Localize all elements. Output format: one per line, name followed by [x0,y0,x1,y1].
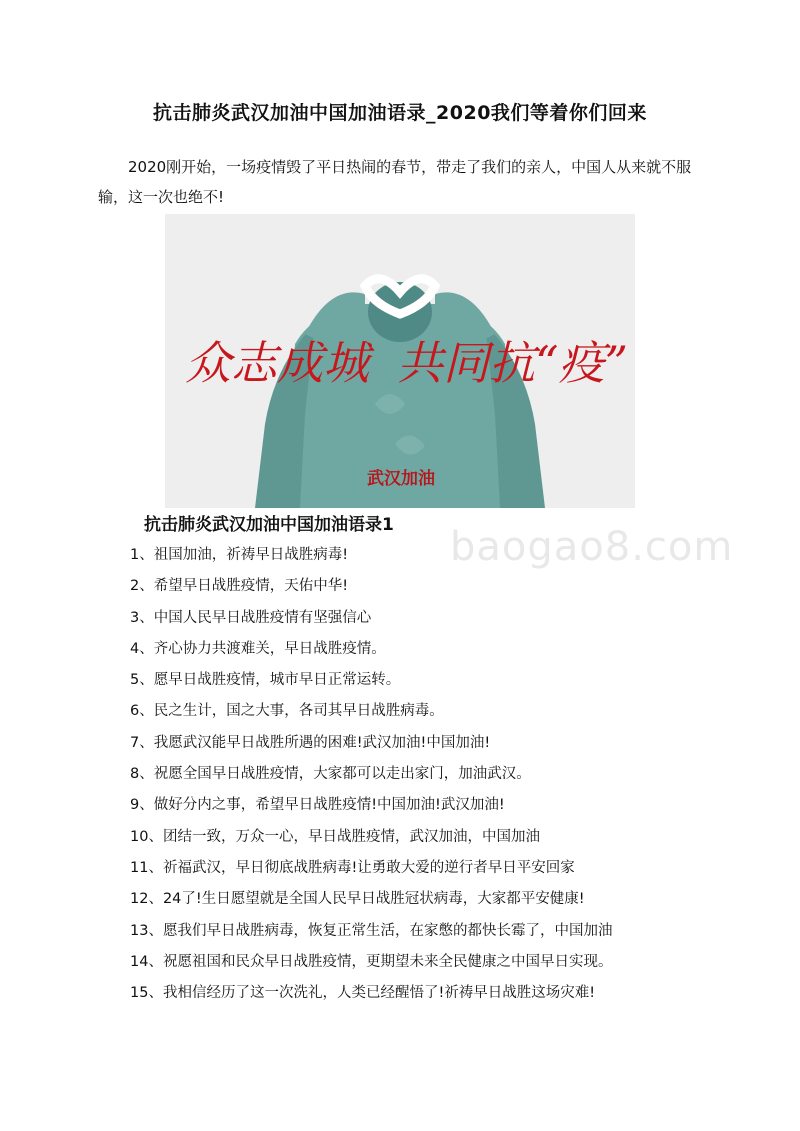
page-title: 抗击肺炎武汉加油中国加油语录_2020我们等着你们回来 [153,102,647,124]
medic-illustration [165,214,635,508]
list-item: 7、我愿武汉能早日战胜所遇的困难!武汉加油!中国加油! [130,734,491,751]
intro-paragraph: 2020刚开始，一场疫情毁了平日热闹的春节，带走了我们的亲人，中国人从来就不服输，这一次也绝不! [98,158,692,206]
list-item: 14、祝愿祖国和民众早日战胜疫情，更期望未来全民健康之中国早日实现。 [130,953,613,970]
quote-list [130,540,750,1009]
hero-image [165,214,635,508]
list-item: 4、齐心协力共渡难关，早日战胜疫情。 [130,640,386,657]
badge-text: 武汉加油 [367,469,435,489]
list-item: 3、中国人民早日战胜疫情有坚强信心 [130,609,372,626]
list-item: 2、希望早日战胜疫情，天佑中华! [130,578,349,595]
list-item: 15、我相信经历了这一次洗礼，人类已经醒悟了!祈祷早日战胜这场灾难! [130,985,596,1002]
list-item: 6、民之生计，国之大事，各司其早日战胜病毒。 [130,703,444,720]
watermark: baogao8.com [450,524,734,570]
list-item: 1、祖国加油，祈祷早日战胜病毒! [130,547,349,563]
slogan-right: 共同抗“疫” [397,336,629,390]
slogan-left: 众志成城 [185,336,369,390]
section-heading: 抗击肺炎武汉加油中国加油语录1 [144,515,394,535]
list-item: 8、祝愿全国早日战胜疫情，大家都可以走出家门，加油武汉。 [130,766,531,783]
list-item: 12、24了!生日愿望就是全国人民早日战胜冠状病毒，大家都平安健康! [130,891,585,908]
list-item: 5、愿早日战胜疫情，城市早日正常运转。 [130,672,401,689]
list-item: 10、团结一致，万众一心，早日战胜疫情，武汉加油，中国加油 [130,828,540,845]
list-item: 9、做好分内之事，希望早日战胜疫情!中国加油!武汉加油! [130,797,505,814]
list-item: 11、祈福武汉，早日彻底战胜病毒!让勇敢大爱的逆行者早日平安回家 [130,859,575,876]
list-item: 13、愿我们早日战胜病毒，恢复正常生活，在家憋的都快长霉了，中国加油 [130,922,613,939]
